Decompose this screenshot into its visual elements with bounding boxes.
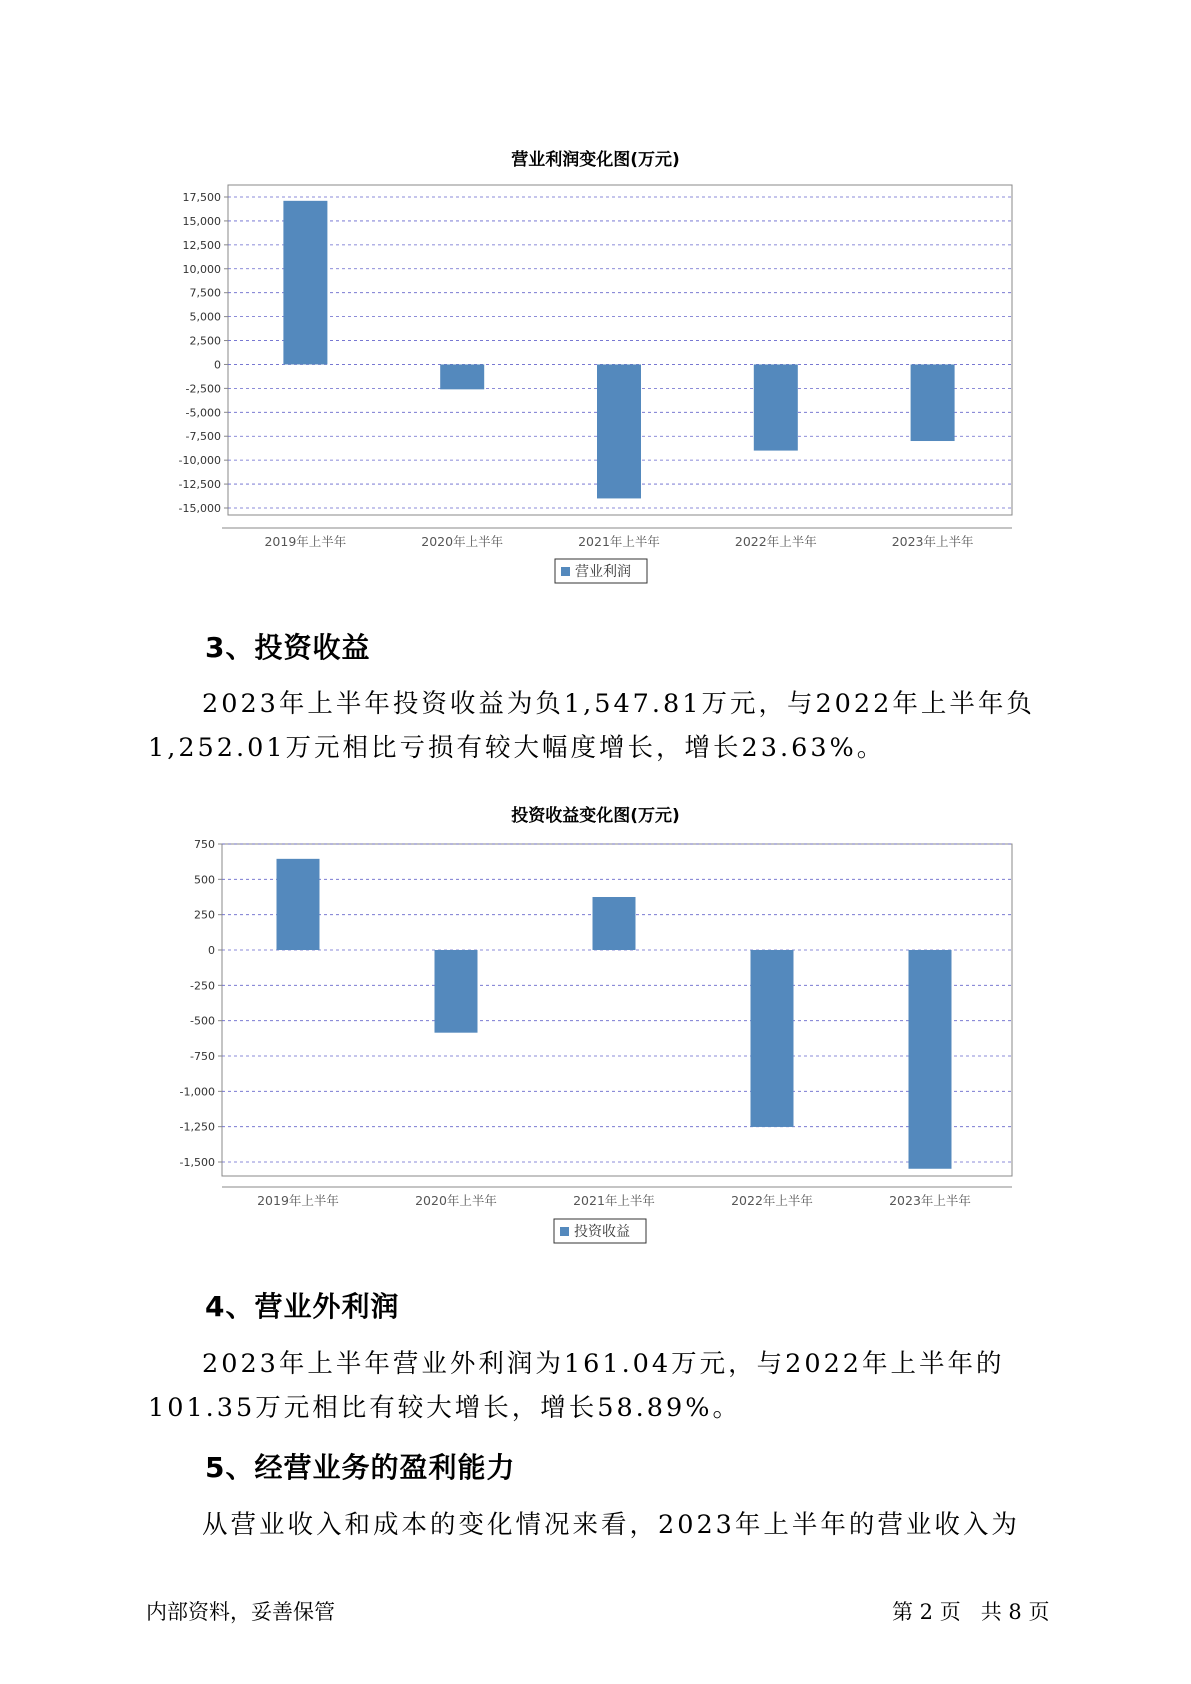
y-tick-label: 10,000 [182,262,221,276]
y-tick-label: 12,500 [182,238,221,252]
y-tick-label: 15,000 [182,214,221,228]
x-tick-label: 2022年上半年 [731,1193,813,1208]
y-tick-label: -1,000 [179,1085,215,1099]
bar [751,950,794,1127]
y-tick-label: -250 [190,979,215,993]
y-tick-label: -500 [190,1014,215,1028]
y-tick-label: 500 [194,873,215,887]
chart-title-investment-income: 投资收益变化图(万元) [511,806,680,826]
section-heading-profitability: 5、经营业务的盈利能力 [205,1451,516,1484]
y-tick-label: 7,500 [189,286,221,300]
y-tick-label: -1,500 [179,1156,215,1169]
bar [435,950,478,1033]
y-tick-label: -15,000 [178,502,221,515]
bar [909,950,952,1169]
y-tick-label: -1,250 [179,1120,215,1134]
legend-swatch [560,1227,569,1236]
bar [593,897,636,950]
plot-area [222,844,1012,1176]
footer-page-number: 第 2 页 共 8 页 [892,1600,1050,1624]
y-tick-label: -10,000 [178,454,221,468]
y-tick-label: -7,500 [185,430,221,444]
x-tick-label: 2019年上半年 [257,1193,339,1208]
x-tick-label: 2021年上半年 [573,1193,655,1208]
y-tick-label: 750 [194,838,215,851]
y-tick-label: 2,500 [189,334,221,348]
y-tick-label: 5,000 [189,310,221,324]
x-tick-label: 2023年上半年 [889,1193,971,1208]
bar [277,859,320,950]
x-tick-label: 2022年上半年 [734,534,817,549]
paragraph-investment-income-text: 2023年上半年投资收益为负1,547.81万元，与2022年上半年负1,252.01万元相比亏损有较大幅度增长，增长23.63%。 [148,689,1035,763]
y-tick-label: -2,500 [185,382,221,396]
x-tick-label: 2019年上半年 [264,534,347,549]
y-tick-label: -12,500 [178,478,221,492]
legend-label: 营业利润 [575,564,631,580]
section-heading-non-operating-profit: 4、营业外利润 [205,1290,400,1323]
y-tick-label: 250 [194,908,215,922]
paragraph-non-operating-profit [148,1342,1078,1430]
paragraph-profitability [148,1503,1078,1547]
y-tick-label: -750 [190,1050,215,1063]
section-heading-investment-income: 3、投资收益 [205,631,371,664]
x-tick-label: 2020年上半年 [415,1193,497,1208]
x-tick-label: 2023年上半年 [891,534,974,549]
chart-title-operating-profit: 营业利润变化图(万元) [511,150,680,170]
paragraph-profitability-text: 从营业收入和成本的变化情况来看，2023年上半年的营业收入为 [202,1510,1020,1540]
legend-label: 投资收益 [574,1224,630,1240]
y-tick-label: 0 [214,358,221,372]
y-tick-label: 0 [208,944,215,957]
x-tick-label: 2021年上半年 [578,534,660,549]
y-tick-label: -5,000 [185,406,221,420]
paragraph-non-operating-profit-text: 2023年上半年营业外利润为161.04万元，与2022年上半年的101.35万元相比有较大增长，增长58.89%。 [148,1349,1005,1423]
x-tick-label: 2020年上半年 [421,534,504,549]
footer-confidential-note: 内部资料，妥善保管 [146,1600,335,1624]
y-tick-label: 17,500 [182,191,221,204]
